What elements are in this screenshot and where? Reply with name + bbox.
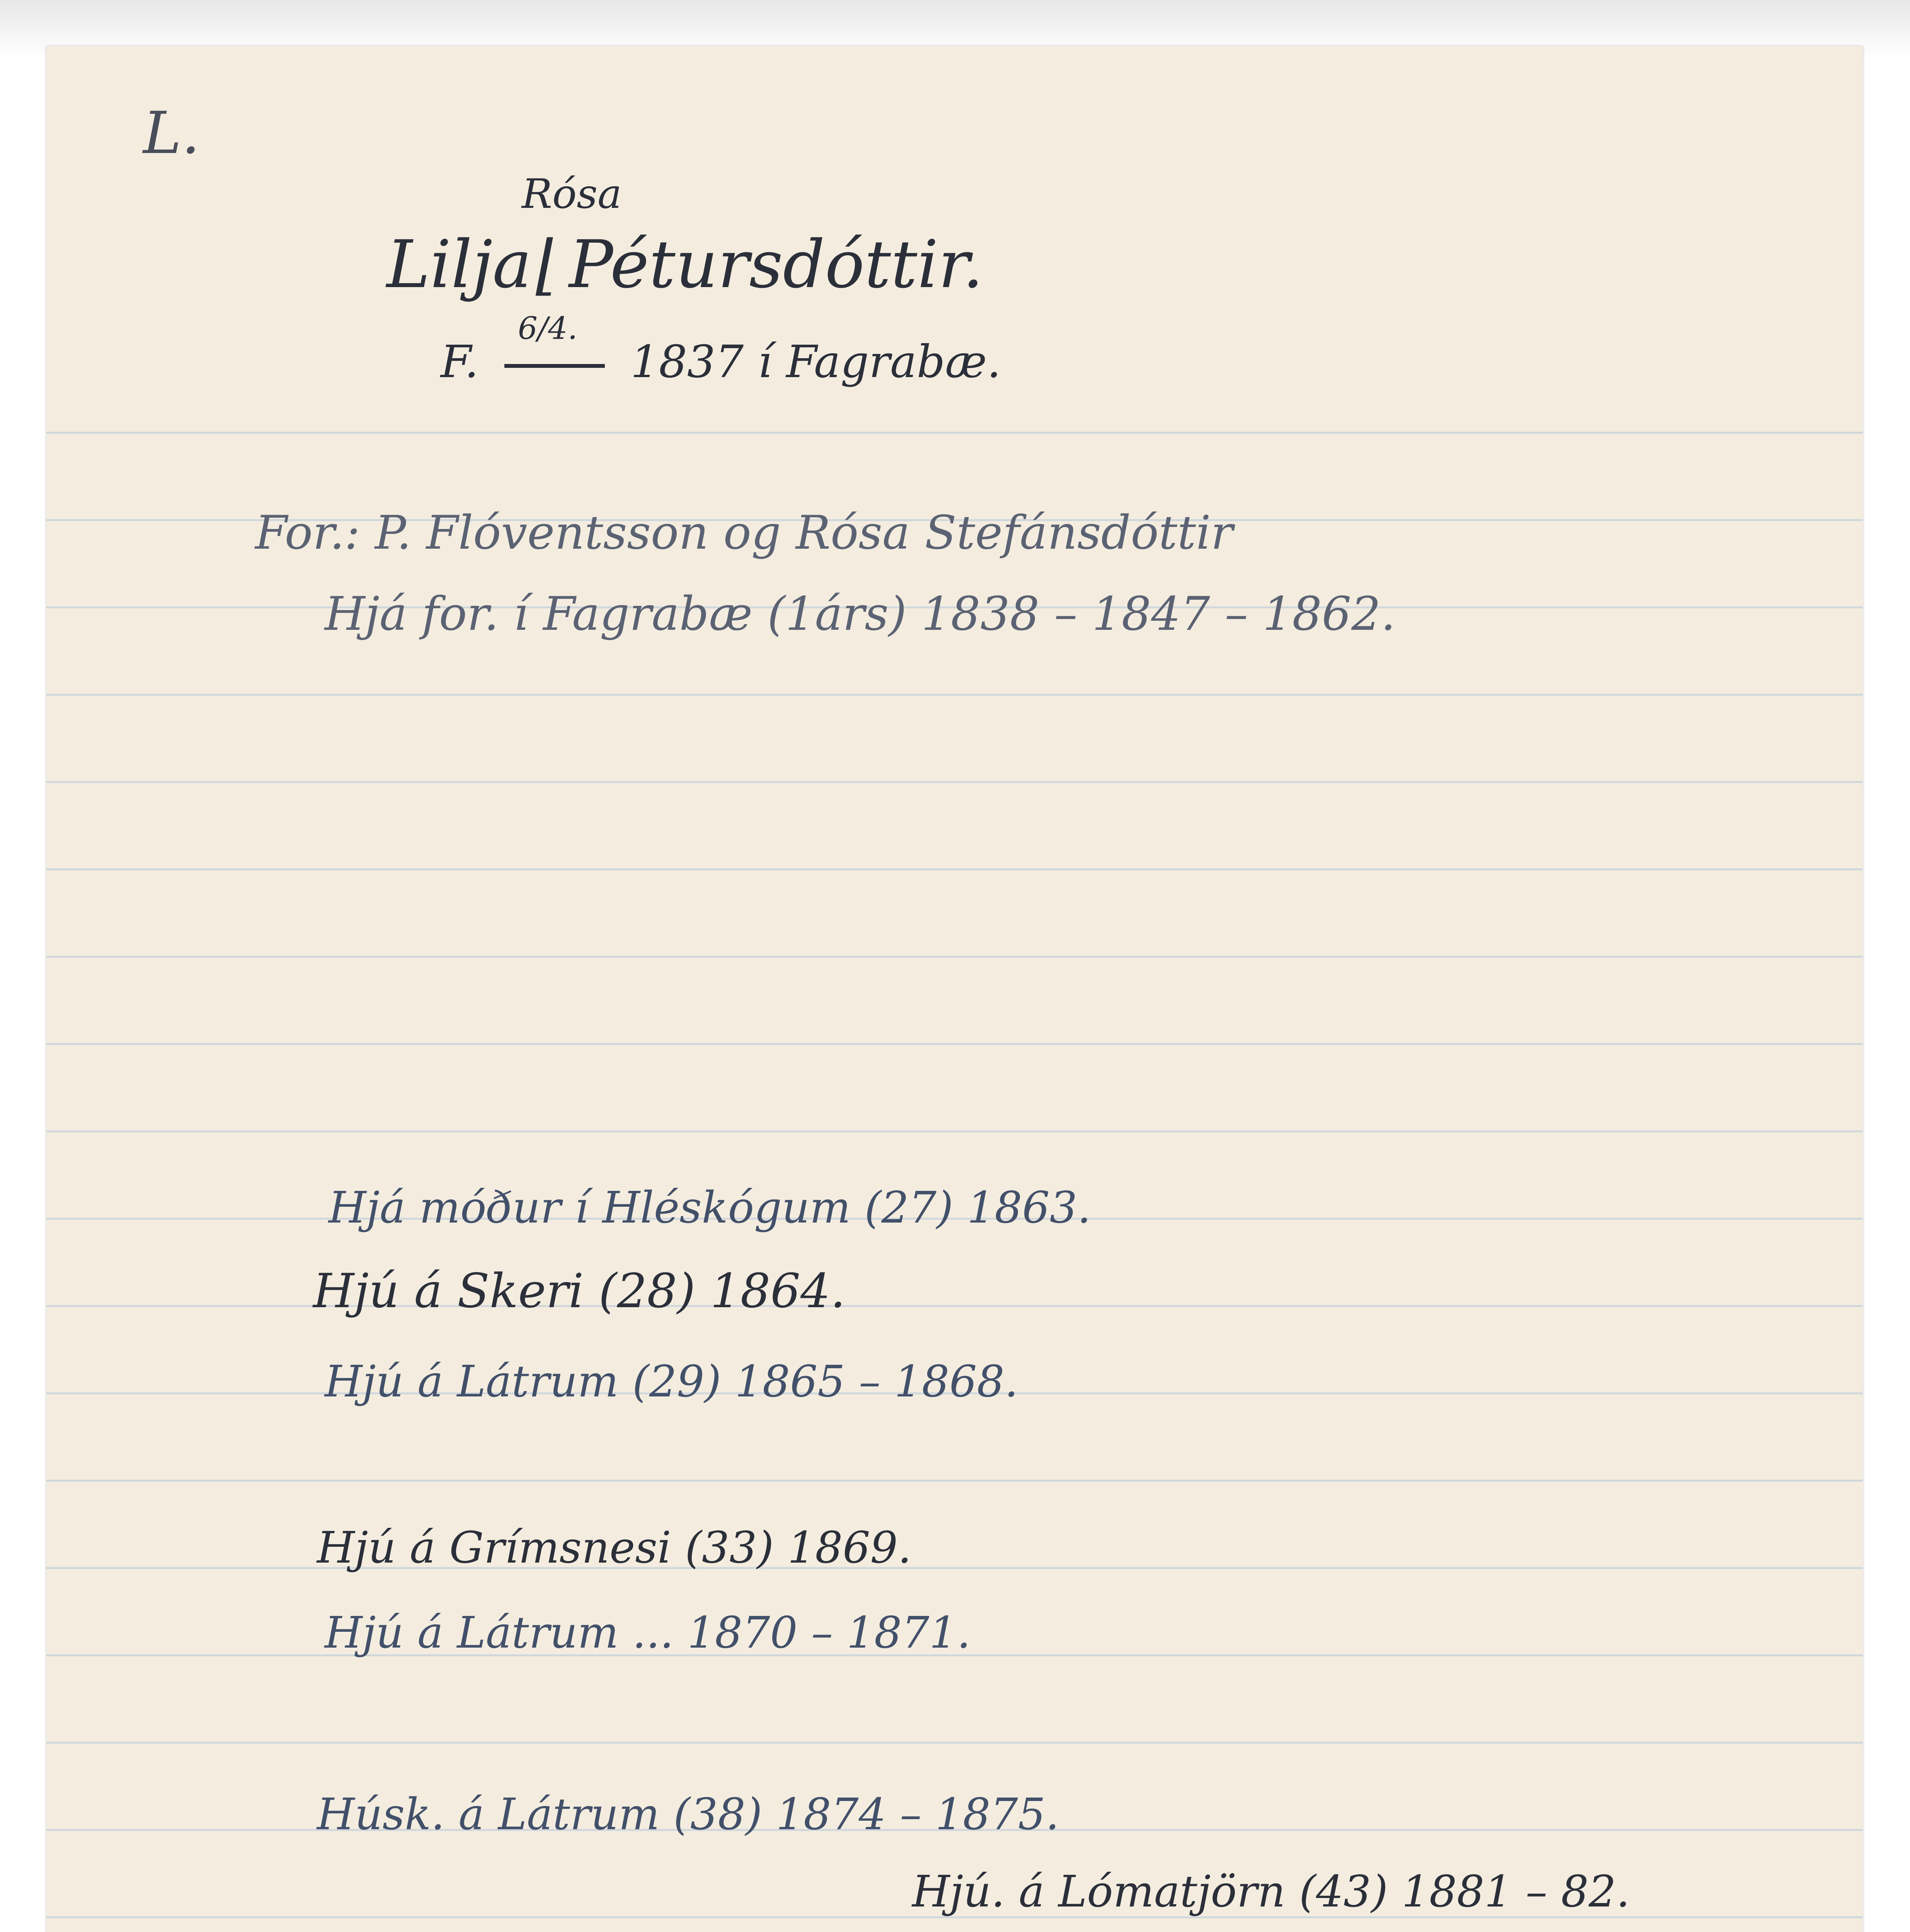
birth-line: [441, 336, 1001, 388]
residence-entry: Hjú. á Lómatjörn (43) 1881 – 82.: [912, 1867, 1630, 1917]
residence-entry: Hjú á Grímsnesi (33) 1869.: [317, 1523, 912, 1573]
birth-prefix: F.: [441, 336, 479, 388]
surname: Pétursdóttir.: [569, 226, 984, 303]
birth-year-place: 1837 í Fagrabæ.: [630, 336, 1001, 388]
struck-date-mark: [504, 364, 605, 368]
residence-entry: Húsk. á Látrum (38) 1874 – 1875.: [317, 1789, 1059, 1840]
corrected-birth-date: 6/4.: [518, 310, 578, 346]
with-parents-line: Hjá for. í Fagrabæ (1árs) 1838 – 1847 – 1862.: [325, 587, 1396, 641]
residence-entry: Hjú á Látrum ... 1870 – 1871.: [325, 1608, 971, 1658]
insertion-caret: ⌊: [535, 226, 562, 303]
parents-line: For.: P. Flóventsson og Rósa Stefánsdóttir: [255, 506, 1233, 560]
index-letter: L.: [143, 100, 200, 167]
residence-entry: Hjá móður í Hléskógum (27) 1863.: [329, 1183, 1091, 1233]
residence-entry: Hjú á Látrum (29) 1865 – 1868.: [325, 1357, 1018, 1407]
person-name-heading: [386, 226, 984, 303]
residence-entry: Hjú á Skeri (28) 1864.: [313, 1264, 846, 1318]
given-name: Lilja: [386, 226, 532, 303]
ruled-paper-sheet: [46, 46, 1863, 1932]
inserted-name-rosa: Rósa: [522, 170, 622, 218]
